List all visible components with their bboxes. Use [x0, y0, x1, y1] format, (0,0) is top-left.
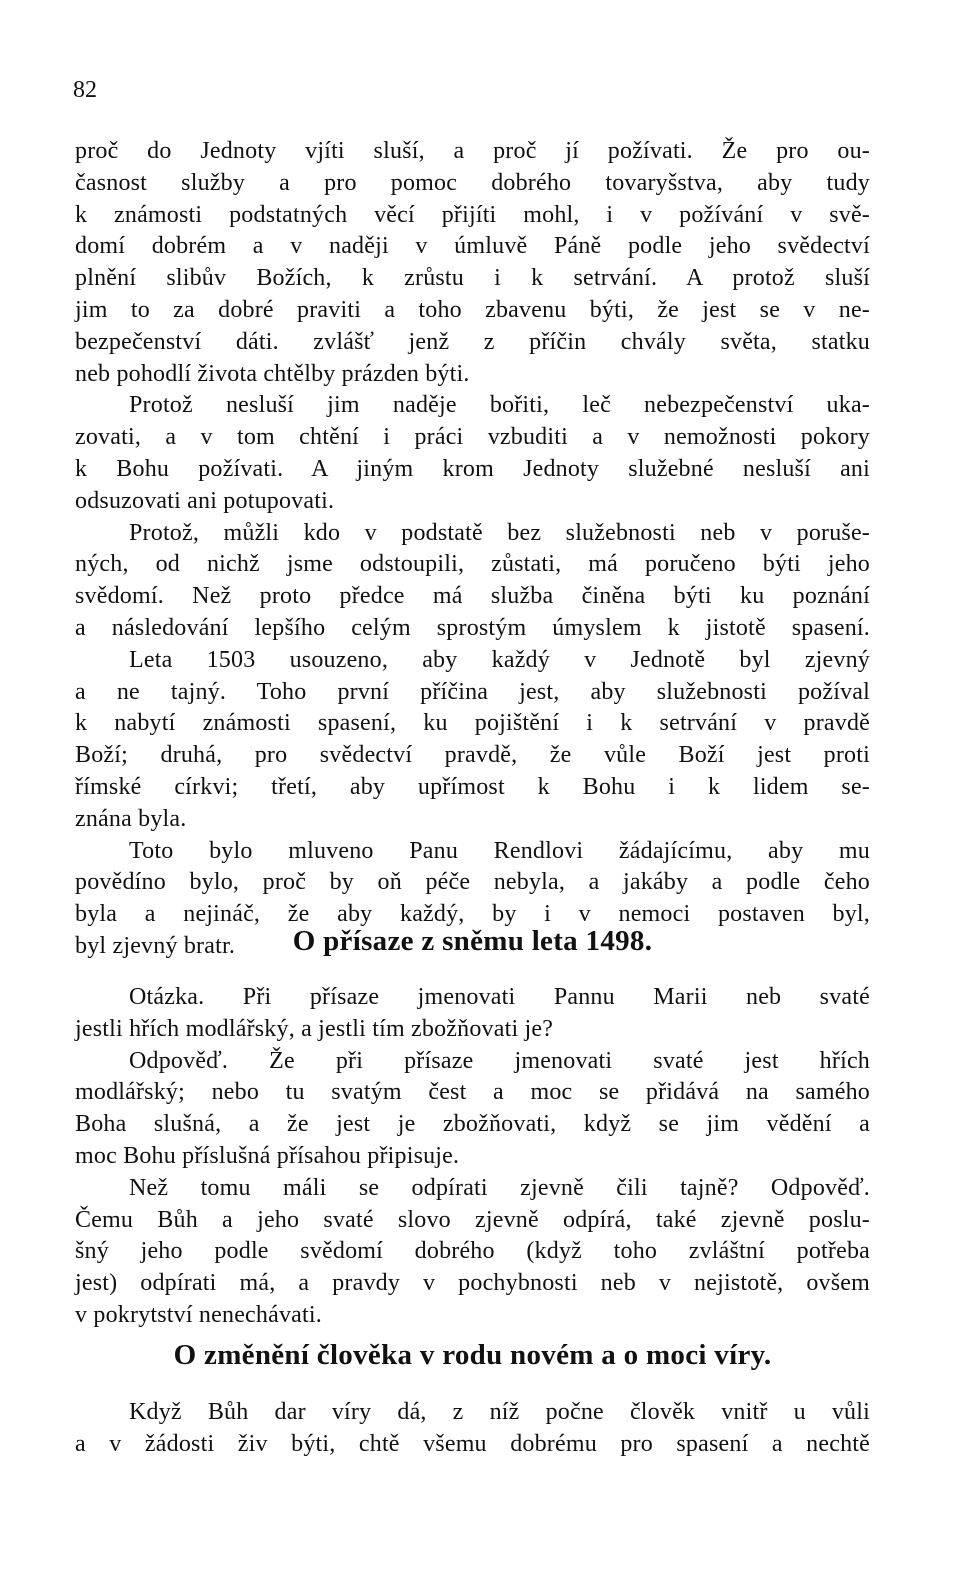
text-line: Když Bůh dar víry dá, z níž počne člověk vnitř u vůli: [129, 1399, 870, 1425]
text-line: plnění slibův Božích, k zrůstu i k setrvání. A protož sluší: [75, 265, 870, 292]
text-line: odsuzovati ani potupovati.: [75, 487, 335, 514]
text-line: byla a nejináč, že aby každý, by i v nemoci postaven byl,: [75, 901, 870, 928]
text-line: jest) odpírati má, a pravdy v pochybnosti neb v nejistotě, ovšem: [75, 1270, 870, 1297]
text-line: Čemu Bůh a jeho svaté slovo zjevně odpírá, také zjevně poslu-: [75, 1206, 870, 1233]
section-heading: O změnění člověka v rodu novém a o moci víry.: [173, 1339, 772, 1371]
section-1-text: [75, 136, 870, 963]
text-line: zovati, a v tom chtění i práci vzbuditi a v nemožnosti pokory: [75, 424, 870, 451]
text-line: k nabytí známosti spasení, ku pojištění i k setrvání v pravdě: [75, 710, 870, 737]
text-line: Otázka. Při přísaze jmenovati Pannu Marii neb svaté: [129, 984, 870, 1010]
section-3-text: [75, 1397, 870, 1461]
text-line: šný jeho podle svědomí dobrého (když toho zvláštní potřeba: [75, 1238, 870, 1265]
text-line: a ne tajný. Toho první příčina jest, aby služebnosti požíval: [75, 678, 870, 705]
text-line: časnost služby a pro pomoc dobrého tovaryšstva, aby tudy: [75, 169, 870, 196]
section-2-text: [75, 982, 870, 1332]
text-line: a v žádosti živ býti, chtě všemu dobrému pro spasení a nechtě: [75, 1430, 870, 1457]
text-line: proč do Jednoty vjíti sluší, a proč jí požívati. Že pro ou-: [75, 138, 870, 164]
text-line: modlářský; nebo tu svatým čest a moc se přidává na samého: [75, 1079, 870, 1106]
text-line: Protož nesluší jim naděje bořiti, leč nebezpečenství uka-: [129, 392, 870, 419]
text-line: domí dobrém a v naději v úmluvě Páně podle jeho svědectví: [75, 233, 870, 260]
text-line: bezpečenství dáti. zvlášť jenž z příčin chvály světa, statku: [75, 328, 870, 355]
text-line: jim to za dobré praviti a toho zbavenu býti, že jest se v ne-: [75, 296, 870, 323]
text-line: svědomí. Než proto předce má služba činěna býti ku poznání: [75, 583, 870, 610]
text-line: znána byla.: [75, 805, 187, 832]
text-line: k Bohu požívati. A jiným krom Jednoty služebné nesluší ani: [75, 455, 870, 482]
text-line: povědíno bylo, proč by oň péče nebyla, a jakáby a podle čeho: [75, 869, 870, 896]
text-line: neb pohodlí života chtělby prázden býti.: [75, 360, 470, 387]
text-line: římské církvi; třetí, aby upřímost k Bohu i k lidem se-: [75, 773, 870, 800]
text-line: Leta 1503 usouzeno, aby každý v Jednotě byl zjevný: [129, 646, 870, 673]
text-line: k známosti podstatných věcí přijíti mohl, i v požívání v svě-: [75, 201, 870, 228]
text-line: Boha slušná, a že jest je zbožňovati, když se jim vědění a: [75, 1111, 870, 1138]
text-line: Boží; druhá, pro svědectví pravdě, že vůle Boží jest proti: [75, 742, 870, 769]
text-line: a následování lepšího celým sprostým úmyslem k jistotě spasení.: [75, 614, 870, 641]
text-line: moc Bohu příslušná přísahou připisuje.: [75, 1142, 460, 1169]
page-number: 82: [73, 77, 97, 103]
text-line: Protož, můžli kdo v podstatě bez služebnosti neb v poruše-: [129, 519, 870, 546]
section-heading: O přísaze z sněmu leta 1498.: [292, 925, 653, 957]
text-line: Toto bylo mluveno Panu Rendlovi žádajícímu, aby mu: [129, 837, 870, 864]
text-line: byl zjevný bratr.: [75, 932, 236, 959]
text-line: v pokrytství nenechávati.: [75, 1301, 322, 1328]
text-line: ných, od nichž jsme odstoupili, zůstati, má poručeno býti jeho: [75, 551, 870, 578]
text-line: Odpověď. Že při přísaze jmenovati svaté jest hřích: [129, 1047, 870, 1074]
text-line: Než tomu máli se odpírati zjevně čili tajně? Odpověď.: [129, 1174, 870, 1201]
text-line: jestli hřích modlářský, a jestli tím zbožňovati je?: [75, 1015, 554, 1042]
